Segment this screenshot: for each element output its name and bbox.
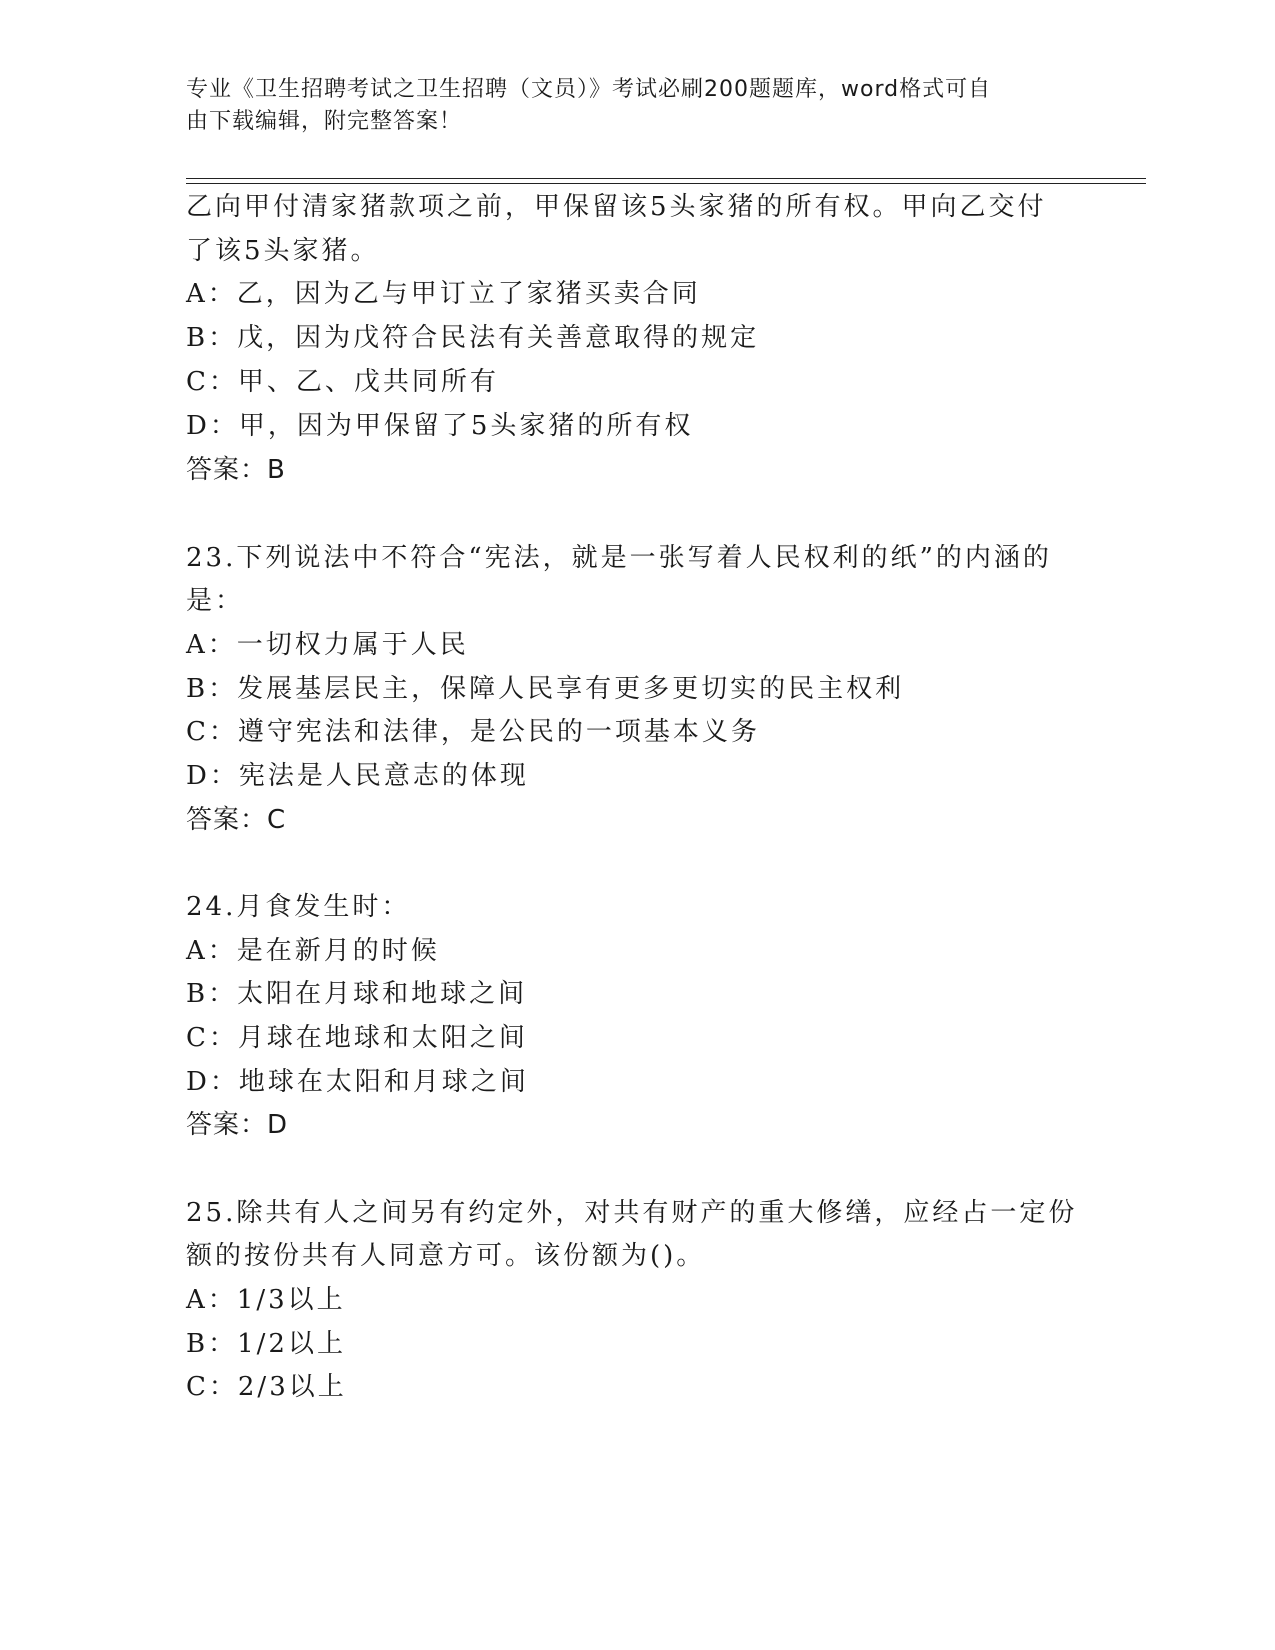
header-divider-top — [186, 178, 1146, 179]
question-23-line-1: 23.下列说法中不符合“宪法，就是一张写着人民权利的纸”的内涵的 — [186, 543, 1052, 573]
document-header — [186, 74, 1076, 138]
option-c: C：甲、乙、戊共同所有 — [186, 367, 499, 397]
option-b: B：1/2以上 — [186, 1329, 346, 1359]
question-continued-line-1: 乙向甲付清家猪款项之前，甲保留该5头家猪的所有权。甲向乙交付 — [186, 192, 1047, 222]
answer-label: 答案：C — [186, 805, 287, 835]
option-c: C：2/3以上 — [186, 1372, 347, 1402]
question-25-line-2: 额的按份共有人同意方可。该份额为()。 — [186, 1241, 706, 1271]
option-d: D：宪法是人民意志的体现 — [186, 761, 529, 791]
option-a: A：一切权力属于人民 — [186, 630, 469, 660]
answer-label: 答案：D — [186, 1110, 289, 1140]
option-a: A：是在新月的时候 — [186, 936, 440, 966]
question-continued-line-2: 了该5头家猪。 — [186, 236, 380, 266]
question-23-line-2: 是： — [186, 586, 245, 616]
question-25-line-1: 25.除共有人之间另有约定外，对共有财产的重大修缮，应经占一定份 — [186, 1198, 1078, 1228]
option-d: D：甲，因为甲保留了5头家猪的所有权 — [186, 411, 694, 441]
header-divider-bottom — [186, 183, 1146, 184]
question-24-line-1: 24.月食发生时： — [186, 892, 411, 922]
option-b: B：戊，因为戊符合民法有关善意取得的规定 — [186, 323, 760, 353]
answer-label: 答案：B — [186, 455, 286, 485]
header-line-2: 由下载编辑，附完整答案！ — [186, 109, 463, 134]
option-c: C：遵守宪法和法律，是公民的一项基本义务 — [186, 717, 760, 747]
option-a: A：乙，因为乙与甲订立了家猪买卖合同 — [186, 279, 701, 309]
option-d: D：地球在太阳和月球之间 — [186, 1067, 529, 1097]
option-a: A：1/3以上 — [186, 1285, 346, 1315]
option-c: C：月球在地球和太阳之间 — [186, 1023, 528, 1053]
option-b: B：发展基层民主，保障人民享有更多更切实的民主权利 — [186, 674, 905, 704]
option-b: B：太阳在月球和地球之间 — [186, 979, 528, 1009]
header-line-1: 专业《卫生招聘考试之卫生招聘（文员）》考试必刷200题题库，word格式可自 — [186, 77, 992, 102]
